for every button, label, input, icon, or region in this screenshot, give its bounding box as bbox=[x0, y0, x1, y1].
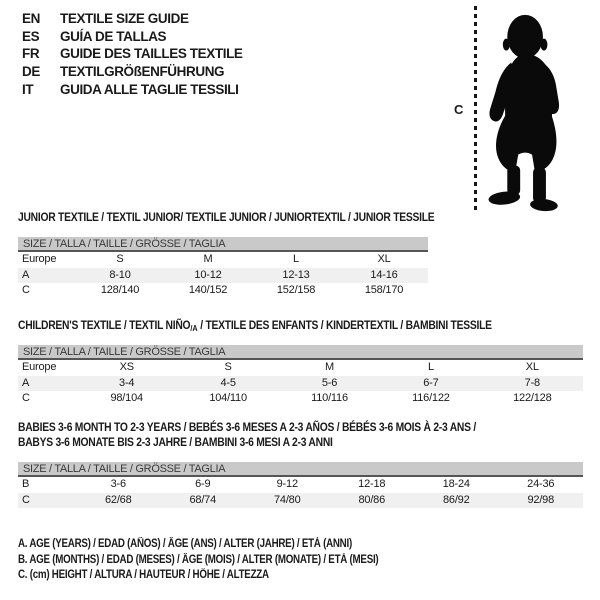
row-label: A bbox=[22, 268, 30, 281]
size-cell: S bbox=[224, 361, 232, 373]
size-cell: 98/104 bbox=[110, 392, 143, 404]
size-cell: XL bbox=[525, 361, 539, 373]
size-cell: 6-9 bbox=[195, 478, 211, 490]
children-textile-section bbox=[18, 318, 583, 407]
language-code: ES bbox=[22, 28, 40, 44]
size-cell: L bbox=[293, 253, 299, 265]
size-cell: 7-8 bbox=[524, 376, 540, 389]
table-row bbox=[18, 360, 583, 376]
babies-table-title bbox=[18, 420, 504, 449]
size-cell: 3-6 bbox=[110, 478, 126, 490]
children-title-subscript: /A bbox=[190, 323, 198, 333]
baby-figure-area bbox=[448, 4, 600, 214]
size-cell: 6-7 bbox=[423, 376, 439, 389]
size-cell: 116/122 bbox=[412, 392, 450, 404]
language-label: GUÍA DE TALLAS bbox=[60, 28, 167, 44]
language-row bbox=[22, 10, 243, 28]
size-cell: M bbox=[203, 253, 213, 265]
row-label: Europe bbox=[22, 361, 57, 373]
size-cell: 5-6 bbox=[321, 376, 338, 389]
language-code: DE bbox=[22, 64, 40, 80]
language-row bbox=[22, 63, 243, 81]
language-label: TEXTILGRÖßENFÜHRUNG bbox=[60, 64, 225, 80]
height-measure-label: C bbox=[454, 102, 464, 117]
size-cell: 122/128 bbox=[513, 392, 552, 404]
size-header-bar: SIZE / TALLA / TAILLE / GRÖSSE / TAGLIA bbox=[18, 345, 583, 360]
language-row bbox=[22, 45, 243, 63]
size-cell: 74/80 bbox=[273, 493, 301, 506]
size-cell: 10-12 bbox=[194, 268, 222, 281]
size-cell: 8-10 bbox=[109, 268, 131, 281]
row-label: C bbox=[22, 284, 30, 296]
language-list bbox=[22, 10, 243, 98]
table-row bbox=[18, 493, 583, 509]
size-cell: 158/170 bbox=[364, 284, 404, 296]
size-cell: 18-24 bbox=[442, 478, 470, 490]
size-cell: 104/110 bbox=[209, 392, 247, 404]
row-label: C bbox=[22, 493, 30, 506]
language-code: IT bbox=[22, 81, 34, 97]
table-row bbox=[18, 376, 583, 392]
babies-size-table bbox=[18, 462, 583, 508]
babies-title-line1: BABIES 3-6 MONTH TO 2-3 YEARS / BEBÉS 3-6 MESES A 2-3 AÑOS / BÉBÉS 3-6 MOIS À 2-3 ANS / bbox=[18, 420, 476, 434]
size-cell: 3-4 bbox=[119, 376, 135, 389]
size-cell: 128/140 bbox=[100, 284, 140, 296]
size-cell: 140/152 bbox=[188, 284, 228, 296]
junior-textile-section bbox=[18, 210, 435, 299]
table-row bbox=[18, 391, 583, 407]
size-cell: 86/92 bbox=[442, 493, 470, 506]
size-cell: 9-12 bbox=[276, 478, 298, 490]
row-label: B bbox=[22, 478, 30, 490]
babies-textile-section bbox=[18, 420, 583, 508]
footnote-line: B. AGE (MONTHS) / EDAD (MESES) / ÂGE (MOIS) / ALTER (MONATE) / ETÀ (MESI) bbox=[18, 553, 379, 566]
language-label: TEXTILE SIZE GUIDE bbox=[60, 11, 189, 27]
language-label: GUIDA ALLE TAGLIE TESSILI bbox=[60, 81, 239, 97]
children-title-text: CHILDREN'S TEXTILE / TEXTIL NIÑO bbox=[18, 318, 191, 332]
footnote-line: A. AGE (YEARS) / EDAD (AÑOS) / ÂGE (ANS) / ALTER (JAHRE) / ETÀ (ANNI) bbox=[18, 538, 352, 550]
table-row bbox=[18, 268, 428, 284]
size-cell: 92/98 bbox=[527, 493, 555, 506]
size-cell: 24-36 bbox=[527, 478, 555, 490]
row-label: A bbox=[22, 376, 30, 389]
size-cell: 110/116 bbox=[311, 392, 348, 404]
size-cell: XL bbox=[377, 253, 391, 265]
children-size-table bbox=[18, 345, 583, 407]
language-code: EN bbox=[22, 11, 40, 27]
row-label: C bbox=[22, 392, 30, 404]
toddler-silhouette-icon bbox=[478, 4, 598, 214]
children-table-title bbox=[18, 318, 504, 332]
children-title-text-rest: / TEXTILE DES ENFANTS / KINDERTEXTIL / BAMBINI TESSILE bbox=[197, 318, 492, 332]
size-cell: M bbox=[325, 361, 334, 373]
size-cell: 12-13 bbox=[282, 268, 310, 281]
size-cell: 80/86 bbox=[358, 493, 386, 506]
footnote-line: C. (cm) HEIGHT / ALTURA / HAUTEUR / HÖHE / ALTEZZA bbox=[18, 569, 269, 582]
size-cell: 4-5 bbox=[220, 376, 236, 389]
language-code: FR bbox=[22, 46, 40, 62]
size-header-bar: SIZE / TALLA / TAILLE / GRÖSSE / TAGLIA bbox=[18, 462, 583, 477]
size-cell: S bbox=[116, 253, 124, 265]
size-cell: 152/158 bbox=[276, 284, 316, 296]
table-row bbox=[18, 477, 583, 493]
language-row bbox=[22, 28, 243, 46]
footnote-legend bbox=[18, 537, 442, 584]
babies-title-line2: BABYS 3-6 MONATE BIS 2-3 JAHRE / BAMBINI 3-6 MESI A 2-3 ANNI bbox=[18, 434, 333, 449]
junior-size-table bbox=[18, 237, 428, 299]
size-cell: 12-18 bbox=[358, 478, 386, 490]
row-label: Europe bbox=[22, 253, 57, 265]
table-row bbox=[18, 283, 428, 299]
size-cell: 68/74 bbox=[189, 493, 217, 506]
table-row bbox=[18, 252, 428, 268]
height-measure-dotted-line bbox=[474, 6, 477, 212]
language-row bbox=[22, 80, 243, 98]
size-cell: 62/68 bbox=[104, 493, 132, 506]
size-header-bar: SIZE / TALLA / TAILLE / GRÖSSE / TAGLIA bbox=[18, 237, 428, 252]
junior-table-title: JUNIOR TEXTILE / TEXTIL JUNIOR/ TEXTILE JUNIOR / JUNIORTEXTIL / JUNIOR TESSILE bbox=[18, 210, 435, 224]
size-cell: XS bbox=[119, 361, 134, 373]
size-cell: L bbox=[427, 361, 434, 373]
language-label: GUIDE DES TAILLES TEXTILE bbox=[60, 46, 243, 62]
size-cell: 14-16 bbox=[370, 268, 398, 281]
